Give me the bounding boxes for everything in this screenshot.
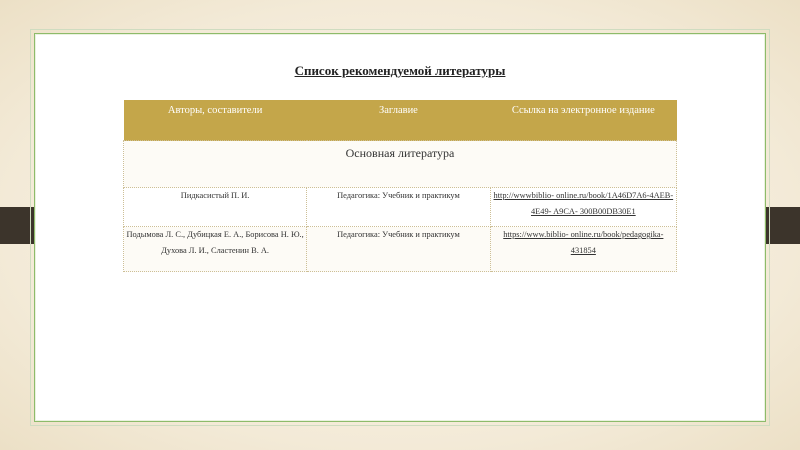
row-link[interactable]: http://wwwbiblio- online.ru/book/1A46D7A6-4AEB-4E49- A9CA- 300B00DB30E1	[490, 188, 676, 227]
section-label: Основная литература	[124, 141, 677, 188]
row-authors: Пидкасистый П. И.	[124, 188, 307, 227]
literature-table	[123, 100, 677, 272]
section-row	[124, 141, 677, 188]
header-authors: Авторы, составители	[124, 100, 307, 141]
row-title: Педагогика: Учебник и практикум	[307, 188, 490, 227]
header-link: Ссылка на электронное издание	[490, 100, 676, 141]
table-row	[124, 188, 677, 227]
header-title: Заглавие	[307, 100, 490, 141]
row-title: Педагогика: Учебник и практикум	[307, 227, 490, 272]
page-title: Список рекомендуемой литературы	[294, 63, 506, 78]
table-row	[124, 227, 677, 272]
row-link[interactable]: https://www.biblio- online.ru/book/pedagogika-431854	[490, 227, 676, 272]
table-header-row	[124, 100, 677, 141]
row-authors: Подымова Л. С., Дубицкая Е. А., Борисова Н. Ю., Духова Л. И., Сластенин В. А.	[124, 227, 307, 272]
